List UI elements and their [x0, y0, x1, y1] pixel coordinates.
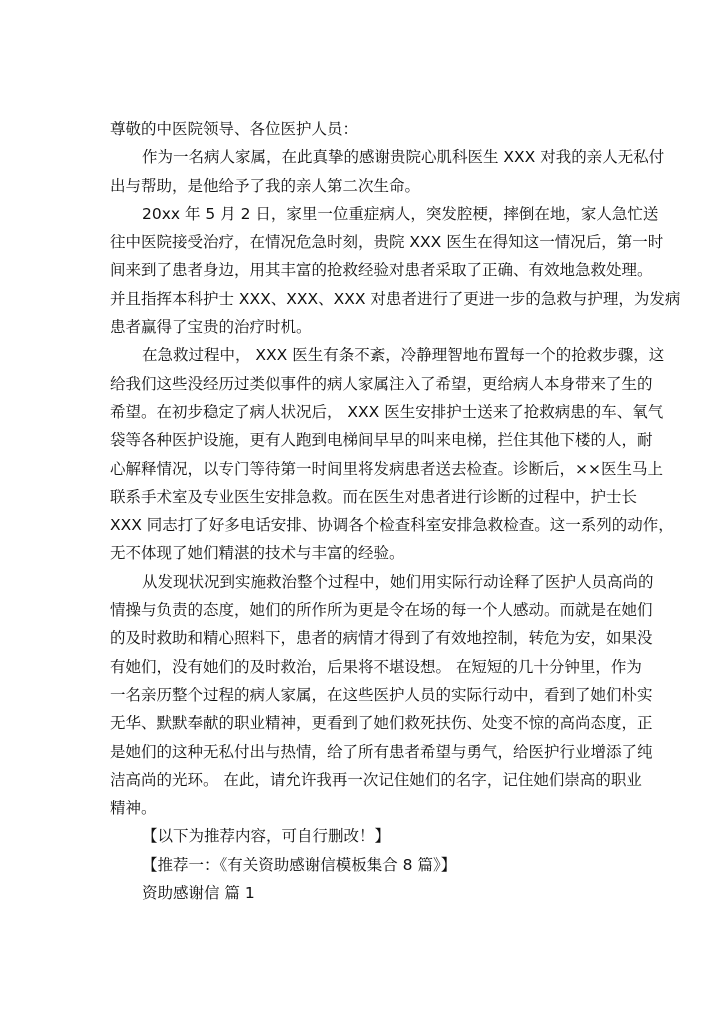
paragraph-line: 在急救过程中， XXX 医生有条不紊，冷静理智地布置每一个的抢救步骤，这: [142, 346, 665, 365]
recommend-one-link[interactable]: 【推荐一：《有关资助感谢信模板集合 8 篇》】: [142, 855, 457, 874]
letter-body: [110, 143, 681, 822]
paragraph-line: 并且指挥本科护士 XXX、XXX、XXX 对患者进行了更进一步的急救与护理，为发病: [110, 289, 681, 308]
paragraph-line: 洁高尚的光环。 在此，请允许我再一次记住她们的名字，记住她们崇高的职业: [110, 770, 642, 789]
paragraph-line: 有她们，没有她们的及时救治，后果将不堪设想。 在短短的几十分钟里，作为: [110, 657, 642, 676]
paragraph-line: 袋等各种医护设施，更有人跑到电梯间早早的叫来电梯，拦住其他下楼的人，耐: [110, 431, 653, 450]
paragraph-line: 精神。: [110, 799, 157, 818]
paragraph: [110, 143, 665, 200]
paragraph-line: 往中医院接受治疗，在情况危急时刻，贵院 XXX 医生在得知这一情况后，第一时: [110, 233, 664, 252]
paragraph-line: 间来到了患者身边，用其丰富的抢救经验对患者采取了正确、有效地急救处理。: [110, 261, 653, 280]
paragraph-line: 的及时救助和精心照料下，患者的病情才得到了有效地控制，转危为安，如果没: [110, 629, 653, 648]
paragraph-line: 无不体现了她们精湛的技术与丰富的经验。: [110, 544, 405, 563]
paragraph-line: XXX 同志打了好多电话安排、协调各个检查科室安排急救检查。这一系列的动作，: [110, 516, 674, 535]
recommend-note: 【以下为推荐内容，可自行删改！】: [142, 827, 391, 846]
paragraph-line: 无华、默默奉献的职业精神，更看到了她们救死扶伤、处变不惊的高尚态度，正: [110, 714, 653, 733]
paragraph-line: 出与帮助，是他给予了我的亲人第二次生命。: [110, 176, 421, 195]
paragraph: [110, 568, 654, 823]
section-heading: 资助感谢信 篇 1: [142, 884, 255, 903]
paragraph-line: 是她们的这种无私付出与热情，给了所有患者希望与勇气，给医护行业增添了纯: [110, 742, 653, 761]
paragraph-line: 联系手术室及专业医生安排急救。而在医生对患者进行诊断的过程中，护士长: [110, 487, 638, 506]
document-page: [110, 115, 681, 907]
paragraph-line: 一名亲历整个过程的病人家属，在这些医护人员的实际行动中，看到了她们朴实: [110, 685, 653, 704]
paragraph-line: 给我们这些没经历过类似事件的病人家属注入了希望，更给病人本身带来了生的: [110, 374, 653, 393]
paragraph-line: 希望。在初步稳定了病人状况后， XXX 医生安排护士送来了抢救病患的车、氧气: [110, 402, 664, 421]
salutation: 尊敬的中医院领导、各位医护人员：: [110, 120, 359, 138]
paragraph-line: 从发现状况到实施救治整个过程中，她们用实际行动诠释了医护人员高尚的: [142, 572, 654, 591]
paragraph-line: 心解释情况，以专门等待第一时间里将发病患者送去检查。诊断后，××医生马上: [110, 459, 663, 478]
paragraph-line: 作为一名病人家属，在此真挚的感谢贵院心肌科医生 XXX 对我的亲人无私付: [142, 148, 665, 167]
paragraph-line: 情操与负责的态度，她们的所作所为更是令在场的每一个人感动。而就是在她们: [110, 601, 653, 620]
paragraph-line: 20xx 年 5 月 2 日，家里一位重症病人，突发腔梗，摔倒在地，家人急忙送: [142, 204, 659, 223]
paragraph-line: 患者赢得了宝贵的治疗时机。: [110, 318, 312, 337]
paragraph: [110, 200, 681, 341]
paragraph: [110, 341, 674, 567]
